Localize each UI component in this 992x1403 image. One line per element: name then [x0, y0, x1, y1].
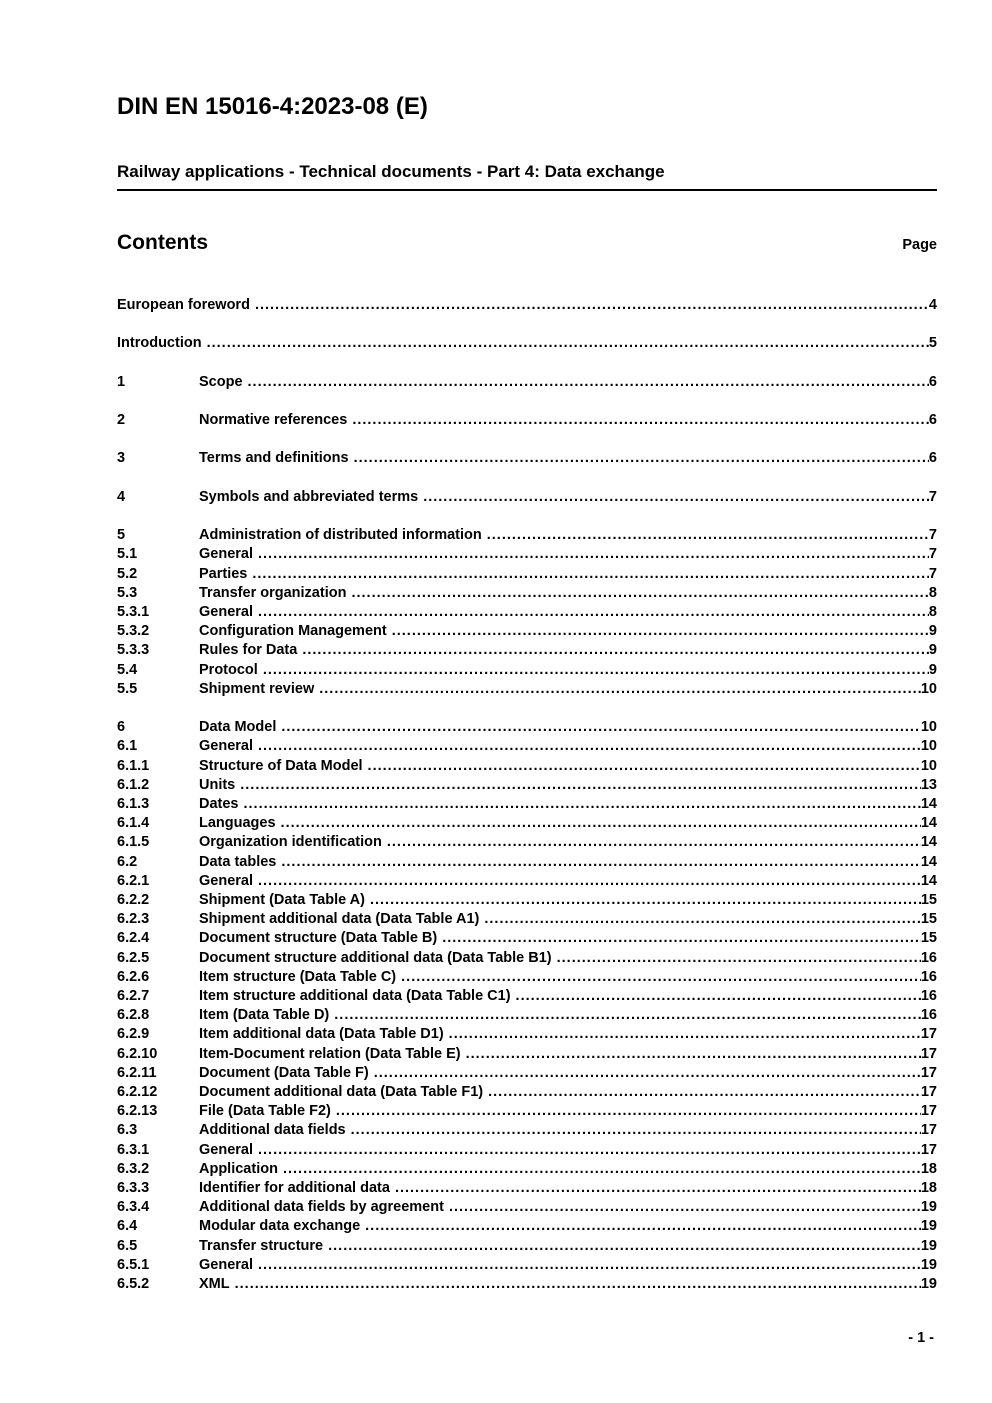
toc-entry-title: Item additional data (Data Table D1): [199, 1026, 444, 1043]
toc-dot-leader: [351, 584, 928, 603]
toc-dot-leader: [258, 737, 921, 756]
toc-entry-page: 8: [928, 584, 937, 601]
toc-entry-number: 6.5.2: [117, 1276, 150, 1293]
toc-entry-page: 10: [920, 738, 937, 755]
toc-entry-title: Item structure (Data Table C): [199, 968, 397, 985]
toc-entry-title: Symbols and abbreviated terms: [199, 488, 419, 505]
toc-entry-title: Languages: [199, 815, 276, 832]
toc-dot-leader: [328, 1237, 921, 1256]
toc-entry-title: General: [199, 872, 253, 889]
toc-entry-title: Item-Document relation (Data Table E): [199, 1045, 461, 1062]
toc-entry: [117, 565, 937, 584]
toc-entry-number: 2: [117, 411, 126, 428]
toc-entry-page: 7: [928, 527, 937, 544]
toc-entry-page: 19: [920, 1199, 937, 1216]
toc-entry-number: 6.2.13: [117, 1103, 158, 1120]
toc-entry-number: 6.2.2: [117, 891, 150, 908]
toc-entry: [117, 757, 937, 776]
toc-dot-leader: [387, 833, 921, 852]
toc-entry-number: 5.4: [117, 661, 138, 678]
toc-entry-title: Item (Data Table D): [199, 1007, 330, 1024]
toc-entry: [117, 1006, 937, 1025]
toc-entry: [117, 1160, 937, 1179]
toc-dot-leader: [207, 334, 929, 353]
toc-entry-number: 5.3.3: [117, 642, 150, 659]
toc-entry-page: 6: [928, 411, 937, 428]
toc-entry-page: 14: [920, 872, 937, 889]
toc-entry-page: 7: [928, 565, 937, 582]
toc-entry-page: 9: [928, 642, 937, 659]
toc-entry-page: 4: [928, 296, 937, 313]
toc-entry-number: 6.2.8: [117, 1007, 150, 1024]
toc-entry-number: 6.3.3: [117, 1180, 150, 1197]
toc-entry: [117, 1256, 937, 1275]
toc-dot-leader: [354, 449, 929, 468]
toc-entry-number: 5.2: [117, 565, 138, 582]
toc-entry-page: 16: [920, 988, 937, 1004]
toc-entry-title: Document (Data Table F): [199, 1064, 369, 1081]
toc-entry-page: 14: [920, 834, 937, 851]
toc-entry-number: 6: [117, 719, 126, 736]
toc-entry-page: 16: [920, 968, 937, 985]
toc-entry-page: 19: [920, 1276, 937, 1293]
toc-entry-number: 6.2.12: [117, 1084, 158, 1101]
contents-header-row: [117, 230, 937, 255]
toc-dot-leader: [466, 1045, 921, 1064]
toc-entry: [117, 622, 937, 641]
toc-entry-title: Configuration Management: [199, 623, 387, 640]
toc-dot-leader: [263, 661, 929, 680]
toc-dot-leader: [235, 1275, 921, 1294]
toc-dot-leader: [449, 1025, 921, 1044]
toc-entry: [117, 872, 937, 891]
toc-entry-number: 6.1.2: [117, 776, 150, 793]
toc-entry-title: Dates: [199, 795, 239, 812]
toc-entry-page: 7: [928, 488, 937, 505]
toc-entry: [117, 488, 937, 507]
toc-entry: [117, 526, 937, 545]
toc-entry-number: 5.1: [117, 546, 138, 563]
standard-number-heading: DIN EN 15016-4:2023-08 (E): [117, 93, 428, 120]
toc-dot-leader: [352, 411, 929, 430]
toc-dot-leader: [334, 1006, 921, 1025]
toc-dot-leader: [281, 718, 921, 737]
toc-entry-page: 19: [920, 1237, 937, 1254]
toc-entry-number: 5.3.2: [117, 623, 150, 640]
toc-entry: [117, 833, 937, 852]
toc-entry-number: 6.3.4: [117, 1199, 150, 1216]
toc-entry-number: 6.2.10: [117, 1045, 158, 1062]
toc-dot-leader: [258, 1141, 921, 1160]
toc-entry: [117, 1064, 937, 1083]
toc-dot-leader: [351, 1121, 921, 1140]
toc-entry-page: 13: [920, 776, 937, 793]
toc-entry-number: 6.2.11: [117, 1064, 157, 1081]
page-column-label: Page: [902, 236, 937, 253]
toc-entry: [117, 1217, 937, 1236]
toc-dot-leader: [374, 1064, 921, 1083]
toc-entry: [117, 987, 937, 1006]
toc-dot-leader: [283, 1160, 921, 1179]
toc-entry: [117, 1237, 937, 1256]
toc-entry-number: 4: [117, 488, 126, 505]
toc-entry-number: 6.2: [117, 853, 138, 870]
toc-dot-leader: [516, 987, 921, 1006]
toc-entry-number: 6.2.6: [117, 968, 150, 985]
toc-entry-title: General: [199, 1256, 253, 1273]
toc-entry-number: 6.2.1: [117, 872, 150, 889]
toc-entry-title: Shipment additional data (Data Table A1): [199, 911, 480, 928]
toc-entry-page: 5: [928, 335, 937, 352]
toc-entry: [117, 603, 937, 622]
toc-dot-leader: [240, 776, 921, 795]
toc-entry: [117, 1083, 937, 1102]
toc-entry: [117, 411, 937, 430]
toc-entry: [117, 795, 937, 814]
toc-entry-number: 5: [117, 527, 126, 544]
toc-entry-title: Administration of distributed information: [199, 527, 482, 544]
toc-entry-page: 6: [928, 450, 937, 467]
toc-entry-page: 9: [928, 623, 937, 640]
toc-dot-leader: [258, 603, 929, 622]
toc-entry-title: Document structure (Data Table B): [199, 930, 438, 947]
toc-entry-page: 17: [920, 1045, 937, 1062]
toc-entry-page: 9: [928, 661, 937, 678]
toc-entry: [117, 296, 937, 315]
toc-entry-title: Organization identification: [199, 834, 382, 851]
toc-entry-title: File (Data Table F2): [199, 1103, 331, 1120]
toc-entry-number: 6.5.1: [117, 1256, 150, 1273]
toc-entry-title: Scope: [199, 373, 243, 390]
toc-entry-title: Document structure additional data (Data Table B1): [199, 949, 552, 966]
toc-dot-leader: [488, 1083, 921, 1102]
toc-entry: [117, 949, 937, 968]
toc-entry-page: 8: [928, 603, 937, 620]
toc-entry-number: 6.3: [117, 1122, 138, 1139]
toc-entry-page: 15: [920, 891, 937, 908]
toc-entry-title: European foreword: [117, 296, 250, 313]
toc-entry: [117, 718, 937, 737]
toc-dot-leader: [244, 795, 921, 814]
toc-entry-number: 6.4: [117, 1218, 138, 1235]
toc-entry-number: 6.2.7: [117, 988, 150, 1004]
toc-entry: [117, 776, 937, 795]
toc-entry-page: 18: [920, 1160, 937, 1177]
toc-entry: [117, 584, 937, 603]
toc-entry-number: 5.5: [117, 680, 138, 697]
toc-entry-title: General: [199, 1141, 253, 1158]
toc-entry-page: 17: [920, 1064, 937, 1081]
toc-entry-page: 17: [920, 1084, 937, 1101]
toc-entry: [117, 814, 937, 833]
toc-entry-number: 6.1.5: [117, 834, 150, 851]
toc-dot-leader: [258, 545, 929, 564]
toc-dot-leader: [281, 814, 921, 833]
toc-entry: [117, 641, 937, 660]
toc-entry: [117, 680, 937, 699]
toc-entry-page: 6: [928, 373, 937, 390]
toc-entry: [117, 910, 937, 929]
toc-entry-title: Introduction: [117, 335, 202, 352]
toc-dot-leader: [487, 526, 929, 545]
toc-dot-leader: [319, 680, 921, 699]
toc-entry-number: 6.2.9: [117, 1026, 150, 1043]
toc-entry-page: 19: [920, 1256, 937, 1273]
toc-entry: [117, 1179, 937, 1198]
toc-entry-title: General: [199, 546, 253, 563]
contents-heading: Contents: [117, 230, 208, 254]
toc-entry: [117, 853, 937, 872]
toc-entry-title: Data Model: [199, 719, 277, 736]
toc-entry-title: Identifier for additional data: [199, 1180, 390, 1197]
toc-dot-leader: [336, 1102, 921, 1121]
toc-entry-page: 18: [920, 1180, 937, 1197]
toc-entry-page: 15: [920, 930, 937, 947]
toc-entry-title: XML: [199, 1276, 230, 1293]
toc-entry-page: 16: [920, 949, 937, 966]
toc-entry-page: 15: [920, 911, 937, 928]
toc-entry-title: Structure of Data Model: [199, 757, 363, 774]
toc-entry: [117, 373, 937, 392]
toc-entry-title: General: [199, 738, 253, 755]
toc-entry: [117, 1275, 937, 1294]
toc-entry-number: 5.3.1: [117, 603, 150, 620]
toc-entry-title: Document additional data (Data Table F1): [199, 1084, 484, 1101]
toc-entry-title: Parties: [199, 565, 248, 582]
toc-dot-leader: [258, 1256, 921, 1275]
toc-entry-number: 6.3.1: [117, 1141, 150, 1158]
toc-entry: [117, 545, 937, 564]
toc-entry-number: 6.5: [117, 1237, 138, 1254]
toc-entry-page: 7: [928, 546, 937, 563]
toc-entry-number: 6.2.3: [117, 911, 150, 928]
page-number-footer: - 1 -: [908, 1330, 934, 1346]
toc-dot-leader: [365, 1217, 921, 1236]
toc-entry-title: Transfer structure: [199, 1237, 324, 1254]
toc-dot-leader: [370, 891, 921, 910]
toc-entry-title: Shipment review: [199, 680, 315, 697]
toc-entry-number: 5.3: [117, 584, 138, 601]
toc-entry-title: Item structure additional data (Data Table C1): [199, 988, 511, 1004]
toc-entry-page: 17: [920, 1026, 937, 1043]
toc-entry-number: 6.3.2: [117, 1160, 150, 1177]
toc-dot-leader: [392, 622, 929, 641]
toc-entry-page: 14: [920, 853, 937, 870]
toc-entry-title: Normative references: [199, 411, 348, 428]
toc-entry-number: 6.2.4: [117, 930, 150, 947]
toc-dot-leader: [395, 1179, 921, 1198]
toc-entry-title: Additional data fields: [199, 1122, 346, 1139]
toc-dot-leader: [449, 1198, 921, 1217]
toc-entry-title: Shipment (Data Table A): [199, 891, 365, 908]
toc-entry-title: Modular data exchange: [199, 1218, 361, 1235]
toc-entry: [117, 737, 937, 756]
toc-entry: [117, 1121, 937, 1140]
toc-entry-page: 10: [920, 719, 937, 736]
toc-entry-title: Application: [199, 1160, 278, 1177]
toc-entry-title: General: [199, 603, 253, 620]
toc-entry-title: Transfer organization: [199, 584, 347, 601]
toc-entry-page: 17: [920, 1103, 937, 1120]
toc-dot-leader: [252, 565, 929, 584]
toc-dot-leader: [484, 910, 920, 929]
toc-entry-page: 10: [920, 757, 937, 774]
toc-entry: [117, 1102, 937, 1121]
toc-entry-number: 1: [117, 373, 126, 390]
toc-entry-title: Protocol: [199, 661, 258, 678]
toc-entry-number: 6.1.3: [117, 795, 150, 812]
toc-entry: [117, 891, 937, 910]
toc-entry-title: Terms and definitions: [199, 450, 349, 467]
toc-list: [117, 296, 937, 1294]
toc-entry-title: Additional data fields by agreement: [199, 1199, 444, 1216]
toc-dot-leader: [281, 853, 920, 872]
toc-entry: [117, 334, 937, 353]
toc-entry: [117, 449, 937, 468]
toc-dot-leader: [255, 296, 929, 315]
toc-entry: [117, 1198, 937, 1217]
toc-entry-page: 19: [920, 1218, 937, 1235]
toc-dot-leader: [442, 929, 921, 948]
toc-entry-page: 14: [920, 815, 937, 832]
toc-entry-title: Data tables: [199, 853, 277, 870]
toc-entry-number: 3: [117, 450, 126, 467]
toc-dot-leader: [302, 641, 929, 660]
toc-entry-number: 6.1: [117, 738, 138, 755]
toc-entry-number: 6.2.5: [117, 949, 150, 966]
toc-entry-page: 16: [920, 1007, 937, 1024]
toc-entry-page: 17: [920, 1141, 937, 1158]
toc-entry-page: 17: [920, 1122, 937, 1139]
toc-dot-leader: [258, 872, 921, 891]
toc-entry-title: Units: [199, 776, 236, 793]
toc-dot-leader: [423, 488, 929, 507]
toc-dot-leader: [368, 757, 921, 776]
toc-entry-page: 10: [920, 680, 937, 697]
toc-entry: [117, 929, 937, 948]
toc-entry: [117, 968, 937, 987]
toc-entry-number: 6.1.1: [117, 757, 150, 774]
toc-dot-leader: [248, 373, 929, 392]
document-content: [117, 0, 937, 1294]
toc-dot-leader: [557, 949, 921, 968]
toc-entry: [117, 1045, 937, 1064]
toc-entry-page: 14: [920, 795, 937, 812]
toc-entry-number: 6.1.4: [117, 815, 150, 832]
toc-entry-title: Rules for Data: [199, 642, 298, 659]
toc-entry: [117, 1025, 937, 1044]
toc-entry: [117, 661, 937, 680]
toc-dot-leader: [401, 968, 921, 987]
document-title: Railway applications - Technical documents - Part 4: Data exchange: [117, 162, 937, 191]
toc-entry: [117, 1141, 937, 1160]
